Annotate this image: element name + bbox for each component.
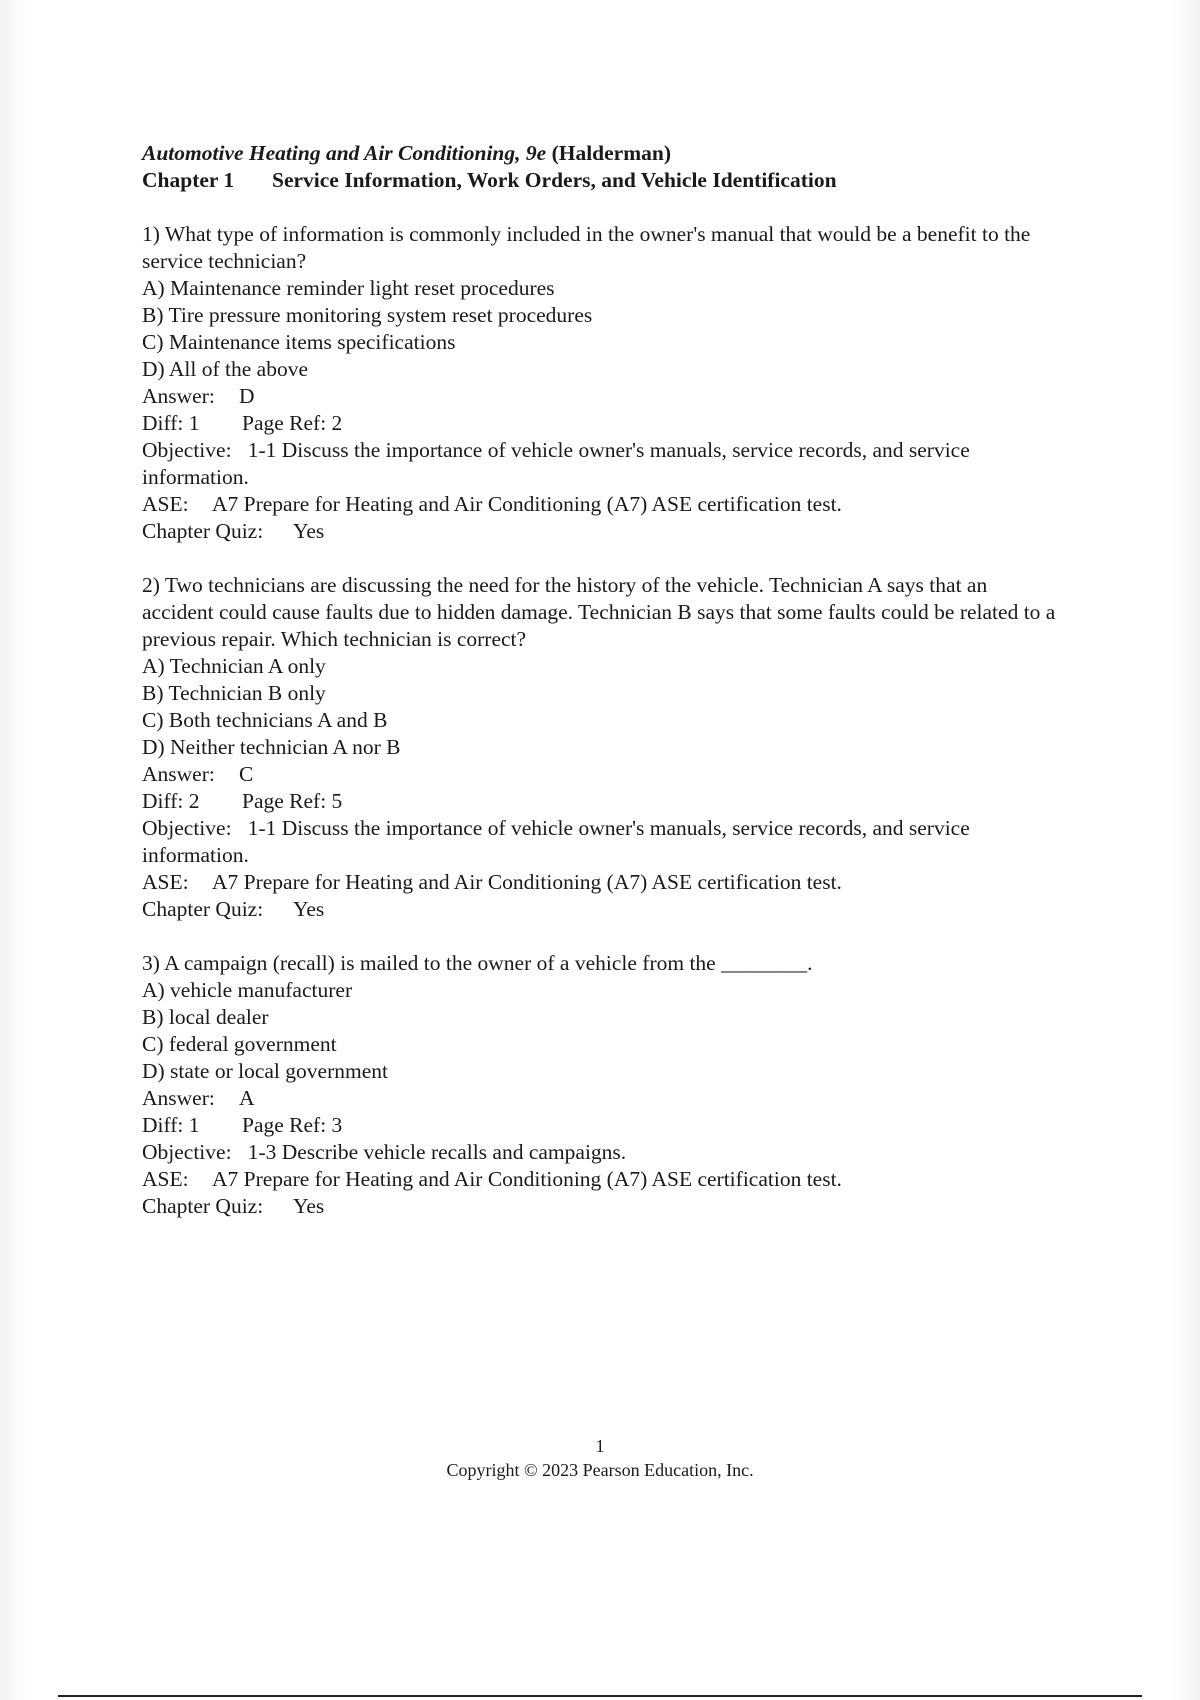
objective-line [142,1139,1062,1166]
copyright-notice: Copyright © 2023 Pearson Education, Inc. [446,1460,754,1480]
diff-line [142,410,1062,437]
page-content [142,140,1062,1220]
chapter-quiz-label: Chapter Quiz: [142,1194,264,1218]
page-ref: Page Ref: 2 [242,411,343,435]
answer-option: C) Both technicians A and B [142,708,388,732]
chapter-quiz-label: Chapter Quiz: [142,519,264,543]
objective-line [142,815,1062,869]
chapter-quiz-value: Yes [293,897,325,921]
ase-line [142,491,1062,518]
diff-line [142,1112,1062,1139]
chapter-quiz-line [142,1193,1062,1220]
answer-value: C [239,762,254,786]
answer-label: Answer: [142,762,215,786]
objective-label: Objective: [142,816,232,840]
ase-text: A7 Prepare for Heating and Air Conditioning (A7) ASE certification test. [212,492,842,516]
chapter-title: Service Information, Work Orders, and Vehicle Identification [272,168,837,192]
chapter-quiz-line [142,518,1062,545]
chapter-quiz-value: Yes [293,519,325,543]
ase-line [142,869,1062,896]
question-1 [142,221,1062,545]
ase-line [142,1166,1062,1193]
answer-option: D) Neither technician A nor B [142,735,401,759]
ase-label: ASE: [142,492,189,516]
page-ref: Page Ref: 3 [242,1113,343,1137]
book-author: (Halderman) [551,141,671,165]
question-stem: 2) Two technicians are discussing the need for the history of the vehicle. Technician A says that an accident could cause faults due to hidden damage. Technician B says that some faults could be related to a previous repair. Which technician is correct? [142,573,1056,651]
question-stem: 3) A campaign (recall) is mailed to the owner of a vehicle from the ________. [142,951,813,975]
question-3 [142,950,1062,1220]
book-title-line [142,140,1062,167]
answer-line [142,1085,1062,1112]
chapter-heading [142,167,1062,194]
objective-line [142,437,1062,491]
question-stem: 1) What type of information is commonly included in the owner's manual that would be a benefit to the service technician? [142,222,1031,273]
answer-option: A) vehicle manufacturer [142,978,353,1002]
answer-line [142,383,1062,410]
answer-label: Answer: [142,384,215,408]
answer-option: C) Maintenance items specifications [142,330,456,354]
book-title: Automotive Heating and Air Conditioning, 9e [142,141,547,165]
answer-option: A) Technician A only [142,654,326,678]
ase-text: A7 Prepare for Heating and Air Conditioning (A7) ASE certification test. [212,870,842,894]
answer-option: D) state or local government [142,1059,388,1083]
objective-text: 1-1 Discuss the importance of vehicle owner's manuals, service records, and service information. [142,438,970,489]
answer-option: D) All of the above [142,357,308,381]
page-number: 1 [595,1436,605,1456]
answer-option: C) federal government [142,1032,337,1056]
objective-label: Objective: [142,438,232,462]
objective-text: 1-3 Describe vehicle recalls and campaigns. [247,1140,627,1164]
ase-text: A7 Prepare for Heating and Air Conditioning (A7) ASE certification test. [212,1167,842,1191]
chapter-quiz-line [142,896,1062,923]
answer-value: A [239,1086,255,1110]
difficulty: Diff: 2 [142,789,200,813]
ase-label: ASE: [142,870,189,894]
objective-text: 1-1 Discuss the importance of vehicle owner's manuals, service records, and service information. [142,816,970,867]
diff-line [142,788,1062,815]
page-ref: Page Ref: 5 [242,789,343,813]
question-2 [142,572,1062,923]
answer-value: D [239,384,255,408]
chapter-quiz-value: Yes [293,1194,325,1218]
answer-label: Answer: [142,1086,215,1110]
chapter-number: Chapter 1 [142,168,235,192]
ase-label: ASE: [142,1167,189,1191]
chapter-quiz-label: Chapter Quiz: [142,897,264,921]
answer-line [142,761,1062,788]
bottom-divider [58,1695,1142,1697]
objective-label: Objective: [142,1140,232,1164]
answer-option: B) local dealer [142,1005,269,1029]
answer-option: B) Tire pressure monitoring system reset procedures [142,303,593,327]
answer-option: B) Technician B only [142,681,326,705]
difficulty: Diff: 1 [142,1113,200,1137]
answer-option: A) Maintenance reminder light reset procedures [142,276,555,300]
difficulty: Diff: 1 [142,411,200,435]
